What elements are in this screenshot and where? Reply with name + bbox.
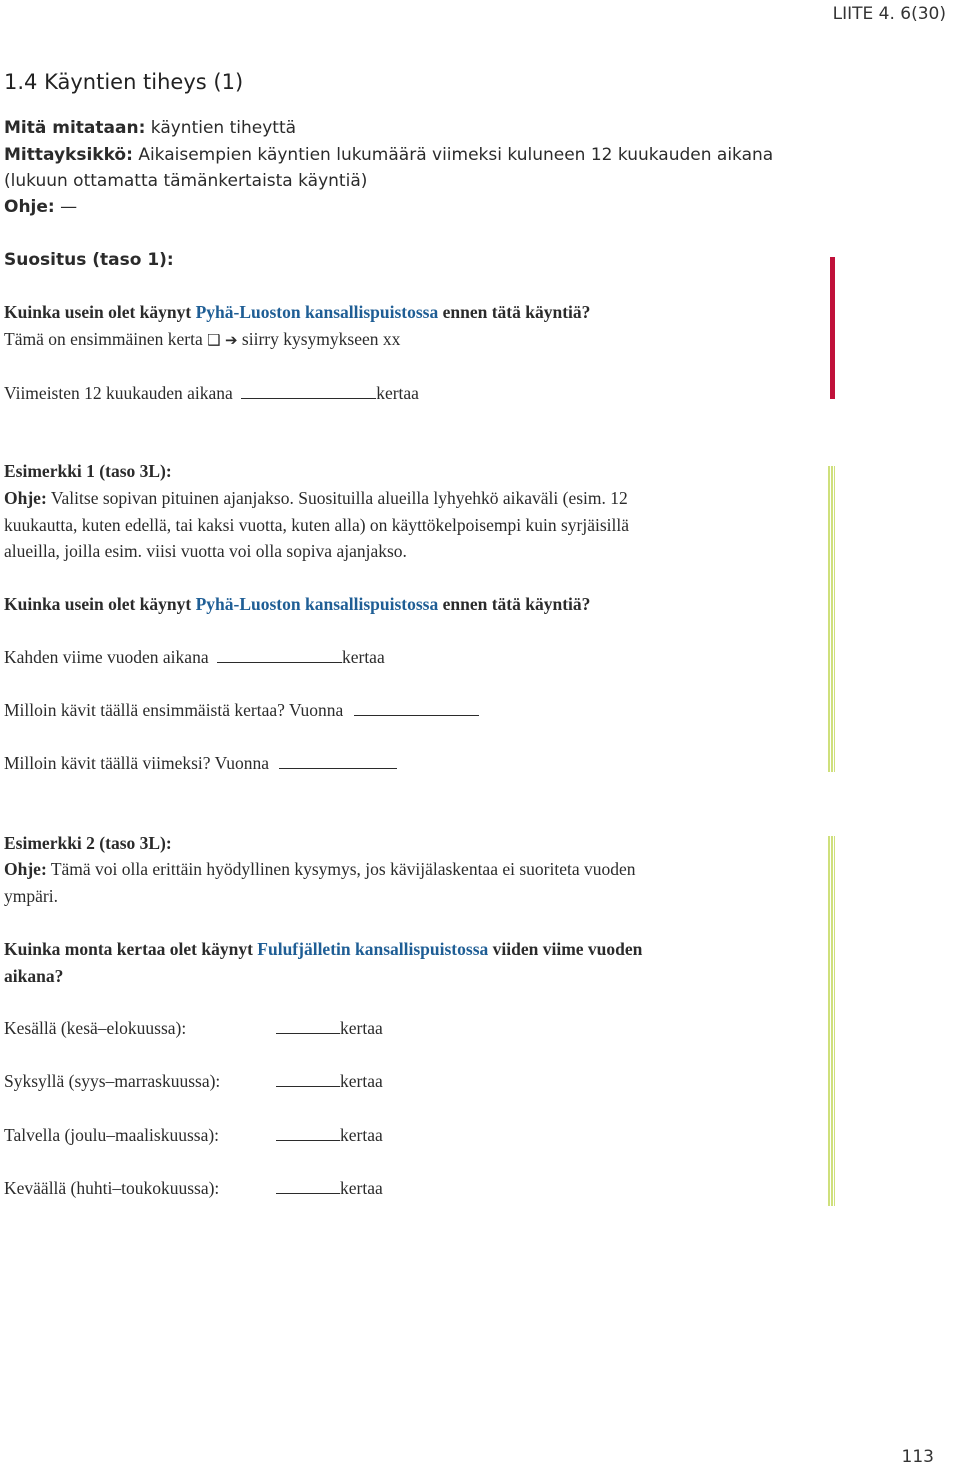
last-time-question: Milloin kävit täällä viimeksi? Vuonna (4, 753, 269, 773)
measure-label: Mitä mitataan: (4, 118, 146, 138)
guide-label: Ohje: (4, 197, 55, 217)
page-number: 113 (901, 1447, 934, 1467)
guide-text: — (54, 197, 78, 217)
intro-unit (4, 145, 773, 165)
season-label-winter: Talvella (joulu–maaliskuussa): (4, 1125, 220, 1145)
season-input-summer[interactable] (276, 1019, 340, 1034)
recommendation-heading: Suositus (taso 1): (4, 250, 174, 270)
last12-label: Viimeisten 12 kuukauden aikana (4, 383, 233, 403)
example1-question (4, 594, 590, 615)
last12-input[interactable] (241, 384, 376, 399)
park-name: Fulufjälletin kansallispuistossa (257, 939, 489, 959)
intro-unit-continued: (lukuun ottamatta tämänkertaista käyntiä) (4, 171, 368, 191)
last-time-row (4, 753, 397, 774)
question-prefix: Kuinka usein olet käynyt (4, 302, 196, 322)
question-prefix: Kuinka usein olet käynyt (4, 594, 196, 614)
example1-marker-bar (828, 466, 835, 772)
example2-question (4, 939, 642, 960)
example1-heading: Esimerkki 1 (taso 3L): (4, 461, 172, 481)
example1-guide-text: Valitse sopivan pituinen ajanjakso. Suosituilla alueilla lyhyehkö aikaväli (esim. 12 (46, 488, 628, 508)
recommendation-marker-bar (830, 257, 835, 399)
example1-guide-label: Ohje: (4, 488, 47, 508)
question-prefix: Kuinka monta kertaa olet käynyt (4, 939, 258, 959)
season-label-spring: Keväällä (huhti–toukokuussa): (4, 1178, 220, 1198)
unit-label: Mittayksikkö: (4, 145, 133, 165)
first-time-question: Milloin kävit täällä ensimmäistä kertaa? Vuonna (4, 700, 344, 720)
season-label-summer: Kesällä (kesä–elokuussa): (4, 1018, 187, 1038)
intro-guide (4, 197, 77, 217)
season-answer-spring (276, 1178, 383, 1199)
section-title: 1.4 Käyntien tiheys (1) (4, 70, 244, 94)
season-answer-autumn (276, 1071, 383, 1092)
question-suffix: viiden viime vuoden (488, 939, 643, 959)
intro-measure (4, 118, 296, 138)
first-visit-option (4, 329, 400, 350)
first-time-row (4, 700, 479, 721)
example1-guide-line2: kuukautta, kuten edellä, tai kaksi vuotta, kuten alla) on käyttökelpoisempi kuin syrjäisillä (4, 515, 629, 535)
park-name: Pyhä-Luoston kansallispuistossa (195, 594, 439, 614)
last12-months-row (4, 383, 419, 404)
season-unit-winter: kertaa (340, 1125, 383, 1145)
season-unit-autumn: kertaa (340, 1071, 383, 1091)
arrow-right-icon: ➔ (224, 331, 238, 349)
two-years-input[interactable] (217, 648, 342, 663)
first-time-year-input[interactable] (354, 701, 479, 716)
season-input-winter[interactable] (276, 1126, 340, 1141)
question-suffix: ennen tätä käyntiä? (438, 302, 591, 322)
recommendation-question (4, 302, 590, 323)
season-input-autumn[interactable] (276, 1072, 340, 1087)
measure-text: käyntien tiheyttä (145, 118, 297, 138)
example2-guide-line1 (4, 859, 636, 880)
two-years-unit: kertaa (341, 647, 385, 667)
season-input-spring[interactable] (276, 1179, 340, 1194)
unit-text: Aikaisempien käyntien lukumäärä viimeksi kuluneen 12 kuukauden aikana (132, 145, 774, 165)
last-time-year-input[interactable] (279, 754, 397, 769)
park-name: Pyhä-Luoston kansallispuistossa (195, 302, 439, 322)
season-unit-spring: kertaa (340, 1178, 383, 1198)
skip-instruction: siirry kysymykseen xx (241, 329, 401, 349)
season-unit-summer: kertaa (340, 1018, 383, 1038)
example2-guide-label: Ohje: (4, 859, 47, 879)
question-suffix: ennen tätä käyntiä? (438, 594, 591, 614)
example1-guide-line3: alueilla, joilla esim. viisi vuotta voi olla sopiva ajanjakso. (4, 541, 407, 561)
season-label-autumn: Syksyllä (syys–marraskuussa): (4, 1071, 221, 1091)
example2-guide-line2: ympäri. (4, 886, 58, 906)
example2-marker-bar (828, 836, 835, 1206)
two-years-label: Kahden viime vuoden aikana (4, 647, 209, 667)
appendix-label: LIITE 4. 6(30) (832, 4, 946, 24)
season-answer-winter (276, 1125, 383, 1146)
last12-unit: kertaa (376, 383, 419, 403)
two-years-row (4, 647, 385, 668)
example1-guide-line1 (4, 488, 628, 509)
example2-guide-text: Tämä voi olla erittäin hyödyllinen kysymys, jos kävijälaskentaa ei suoriteta vuoden (46, 859, 636, 879)
example2-question-line2: aikana? (4, 966, 64, 986)
example2-heading: Esimerkki 2 (taso 3L): (4, 833, 172, 853)
checkbox-icon[interactable]: ❑ (207, 331, 221, 349)
first-visit-text: Tämä on ensimmäinen kerta (4, 329, 203, 349)
season-answer-summer (276, 1018, 383, 1039)
